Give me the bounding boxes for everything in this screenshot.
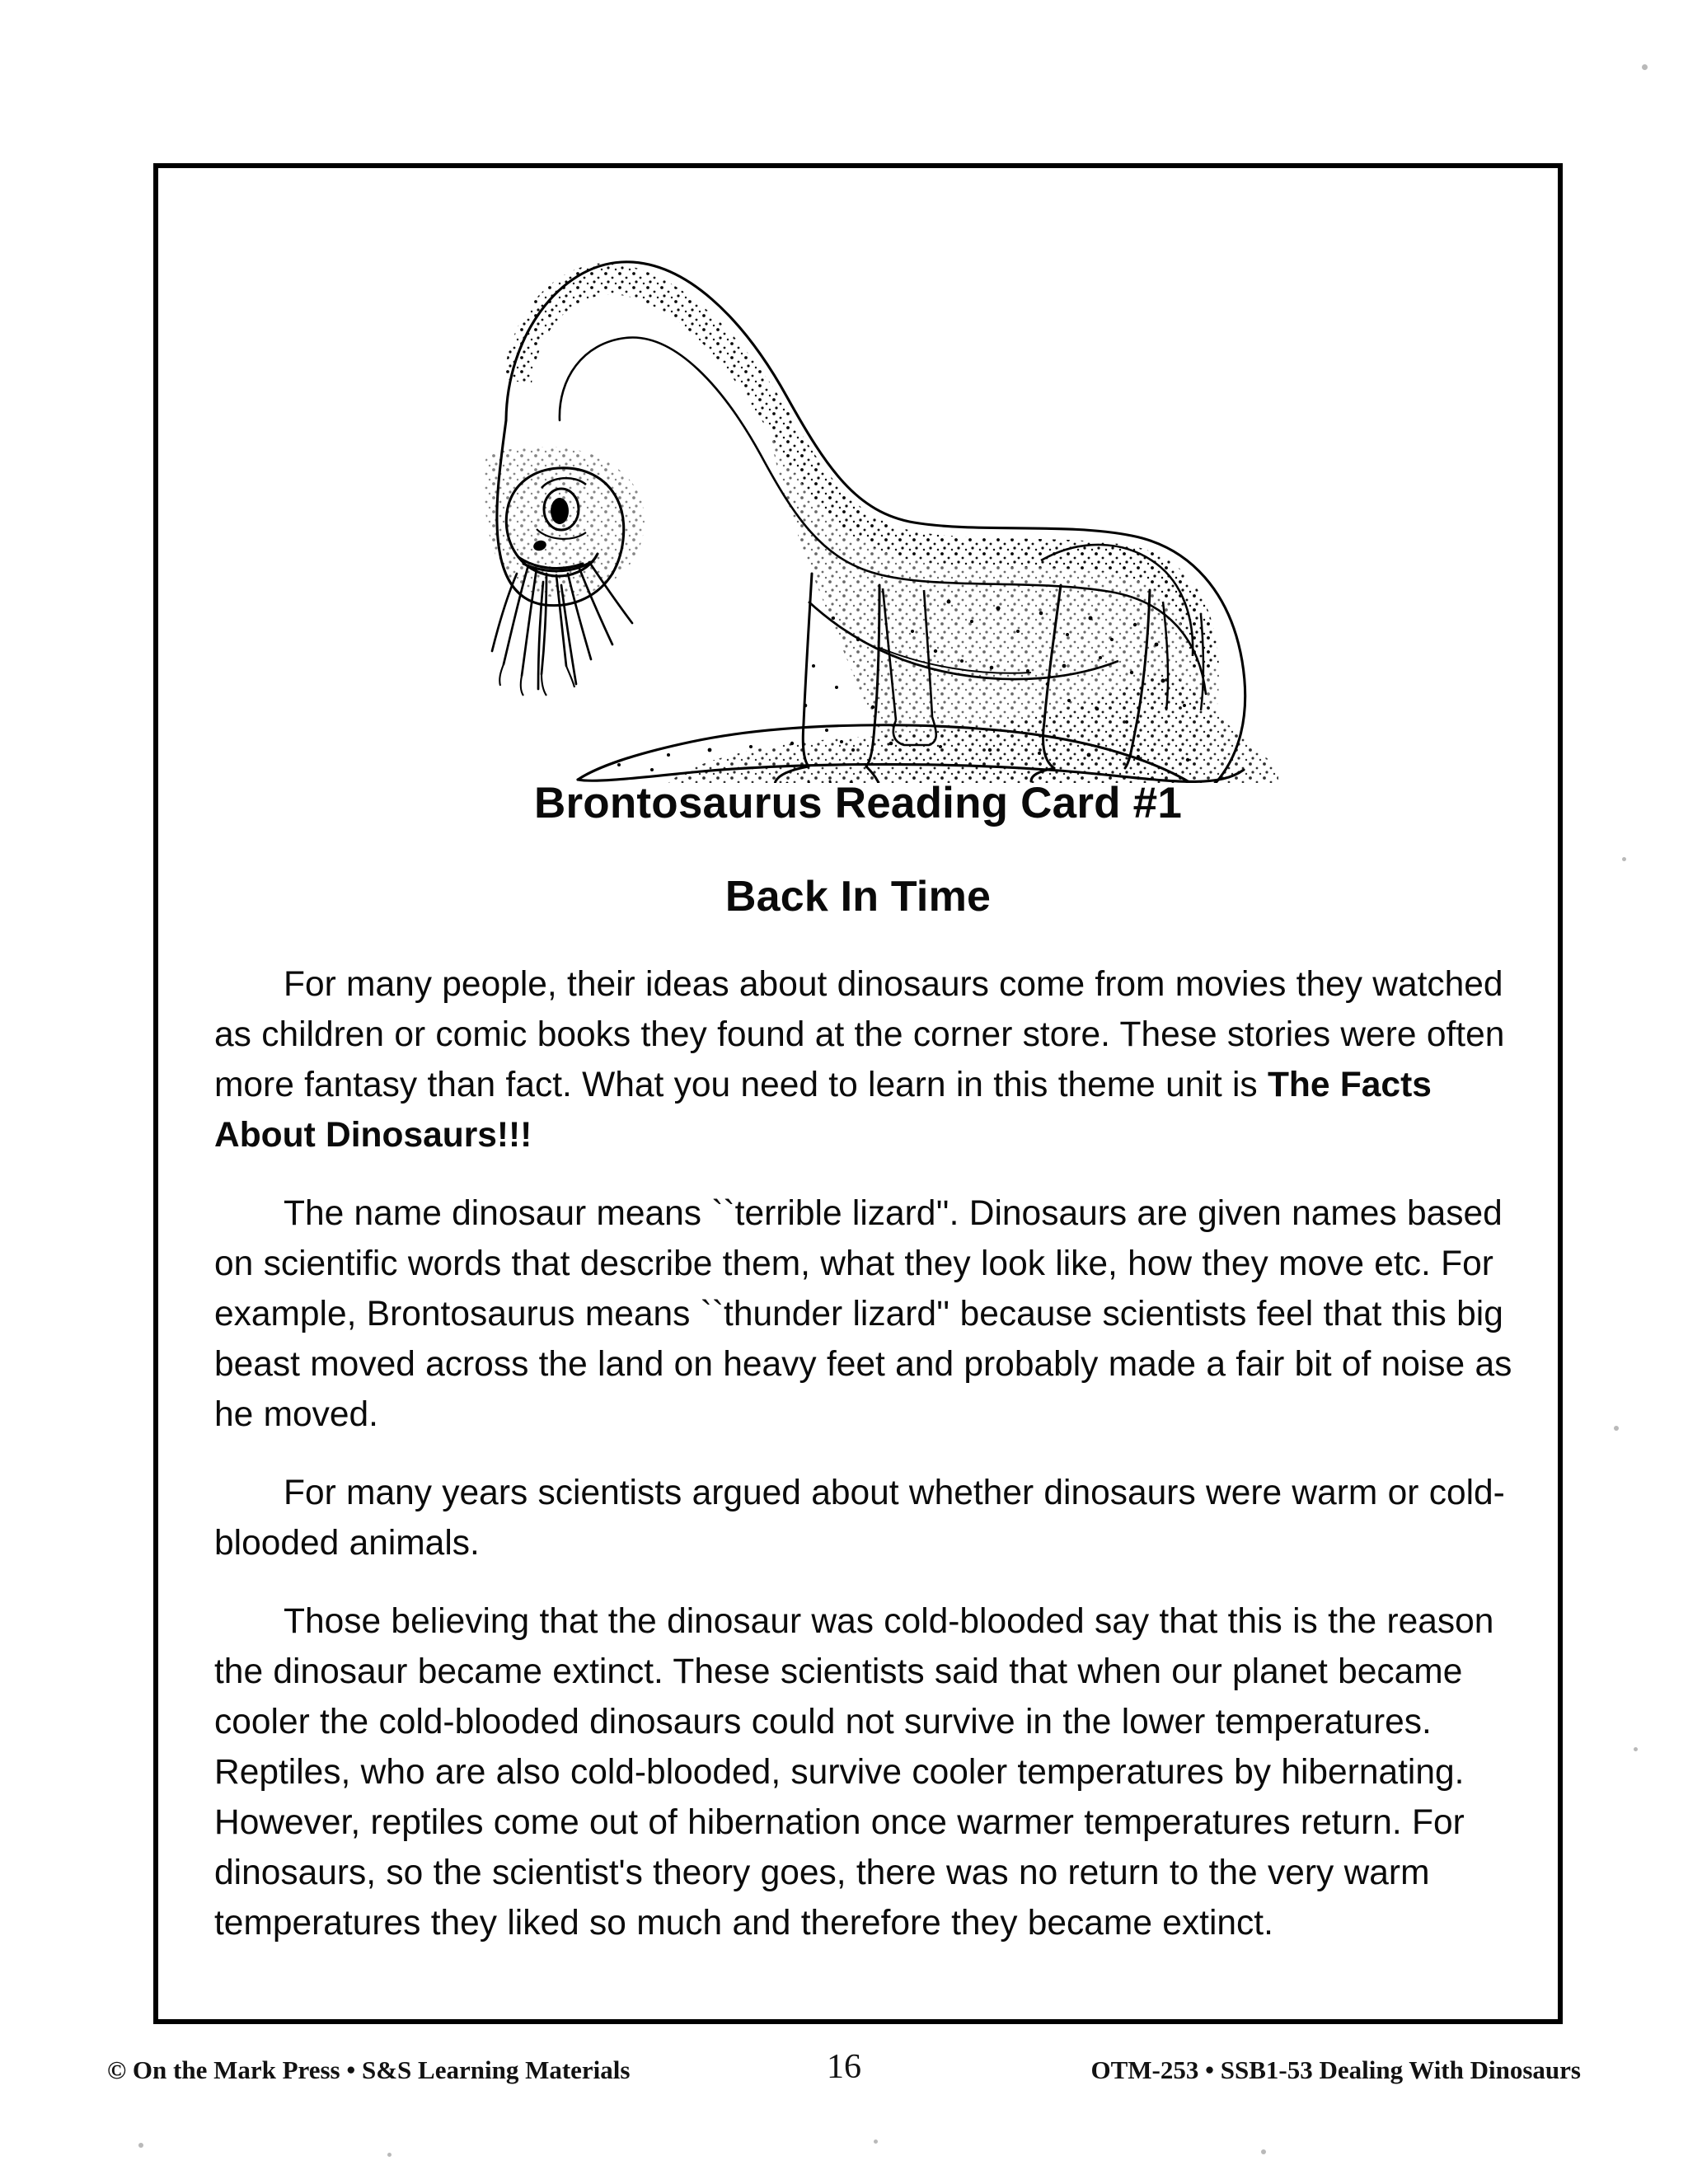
passage-paragraph-4: Those believing that the dinosaur was cold-blooded say that this is the reason the dinosaur became extinct. These scientists said that when our planet became cooler the cold-blooded dinosaurs could not survive in the lower temperatures. Reptiles, who are also cold-blooded, survive cooler temperatures by hibernating. However, reptiles come out of hibernation once warmer temperatures return. For dinosaurs, so the scientist's theory goes, there was no return to the very warm temperatures they liked so much and therefore they became extinct. <box>214 1602 1494 1943</box>
scan-speckle <box>1642 64 1648 70</box>
scan-speckle <box>1622 857 1626 861</box>
scan-speckle <box>387 2153 392 2157</box>
card-title: Brontosaurus Reading Card #1 <box>533 779 1183 827</box>
passage-paragraph-2: The name dinosaur means ``terrible lizard''. Dinosaurs are given names based on scientific words that describe them, what they look like, how they move etc. For example, Brontosaurus means ``thunder lizard'' because scientists feel that this big beast moved across the land on heavy feet and probably made a fair bit of noise as he moved. <box>214 1194 1512 1434</box>
scan-speckle <box>1614 1426 1619 1431</box>
scan-speckle <box>1261 2149 1266 2154</box>
footer-page-number: 16 <box>827 2048 861 2086</box>
scan-speckle <box>1634 1747 1638 1751</box>
paragraph-1-emphasis: The Facts About Dinosaurs!!! <box>214 1066 1432 1155</box>
passage-paragraph-1 <box>214 959 1515 1160</box>
page-footer <box>107 2048 1581 2102</box>
card-subtitle: Back In Time <box>724 873 992 921</box>
footer-copyright: © On the Mark Press • S&S Learning Materials <box>107 2055 631 2084</box>
paragraph-1-text: For many people, their ideas about dinosaurs come from movies they watched as children or comic books they found at the corner store. These stories were often more fantasy than fact. What you need to learn in this theme unit is <box>214 965 1505 1104</box>
brontosaurus-illustration <box>421 173 1295 783</box>
footer-product-code: OTM-253 • SSB1-53 Dealing With Dinosaurs <box>1090 2055 1581 2084</box>
passage-paragraph-3: For many years scientists argued about whether dinosaurs were warm or cold-blooded animals. <box>214 1474 1505 1563</box>
reading-passage <box>214 959 1515 1948</box>
scan-speckle <box>874 2139 878 2144</box>
reading-card-frame <box>153 163 1563 2024</box>
scan-speckle <box>138 2143 143 2148</box>
